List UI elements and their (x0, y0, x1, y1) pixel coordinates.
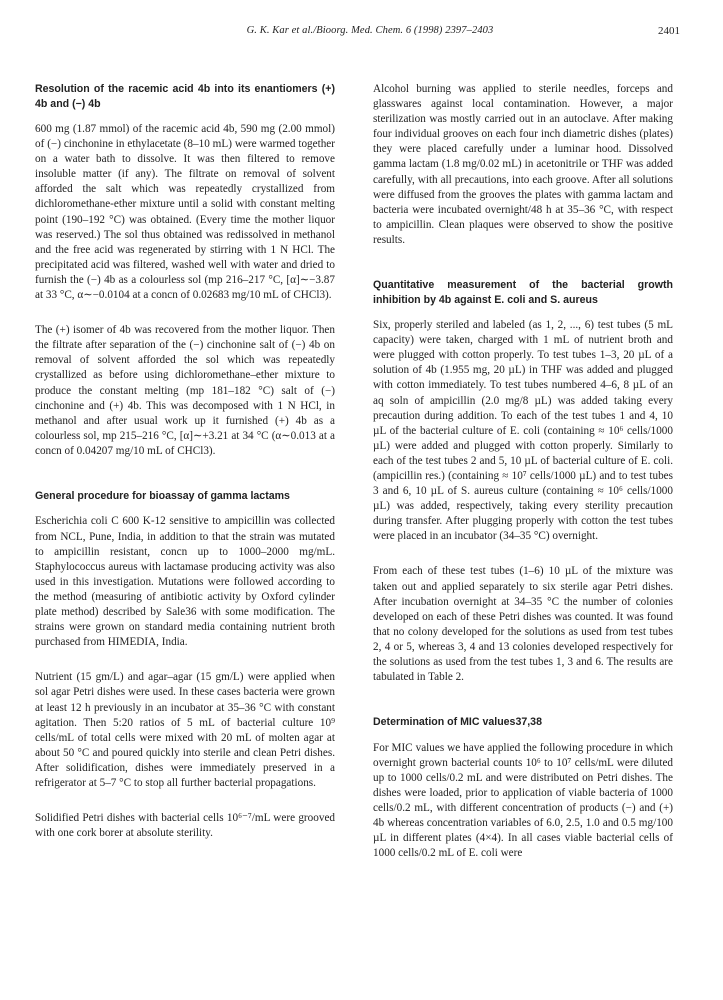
section-heading-quantitative: Quantitative measurement of the bacterial growth inhibition by 4b against E. coli and S. aureus (373, 279, 673, 306)
left-column (35, 82, 335, 861)
paragraph-quantitative-1: Six, properly steriled and labeled (as 1, 2, ..., 6) test tubes (5 mL capacity) were taken, charged with 1 mL of nutrient broth and were plugged with cotton properly. To test tubes 1–3, 20 µL of a solution of 4b (1.955 mg, 20 µL) in THF was added and plugged with cotton immediately. To test tubes numbered 4–6, 8 µL of an aq soln of ampicillin (2.0 mg/8 µL) was added taking every precaution during addition. To each of the test tubes 1 and 4, 10 µL of the bacterial culture of E. coli (containing ≈ 10⁶ cells/1000 µL) were added and plugged with cotton properly. Similarly to each of the test tubes 2 and 5, 10 µL of bacterial culture of E. coli. (ampicillin res.) (containing ≈ 10⁷ cells/1000 µL) and to test tubes 3 and 6, 10 µL of S. aureus culture (containing ≈ 10⁶ cells/1000 µL) was added, respectively, taking every sterility precaution during transfer. After plugging properly with cotton the test tubes were placed in an incubator (34–35 °C) overnight. (373, 319, 673, 543)
paragraph-bioassay-1: Escherichia coli C 600 K-12 sensitive to ampicillin was collected from NCL, Pune, India, in addition to that the strain was mutated to ampicillin resistant, concn up to 1000–2000 mg/mL. Staphylococcus aureus with lactamase producing activity was also used in this investigation. Mutations were followed according to the method (measuring of antibiotic activity by Oxford cylinder plate method) described by Sale36 with some modification. The strains were grown on standard media containing nutrient broth purchased from HIMEDIA, India. (35, 515, 335, 649)
paragraph-mic: For MIC values we have applied the following procedure in which overnight grown bacterial counts 10⁶ to 10⁷ cells/mL were diluted up to 1000 cells/0.2 mL and were distributed on Petri dishes. The dishes were loaded, prior to application of viable bacteria of 1000 cells/0.2 mL, with different concentration of products (−) and (+) 4b whereas concentration variables of 6.0, 2.5, 1.0 and 0.5 mg/100 µL in different plates (4×4). In all cases viable bacterial cells of 1000 cells/0.2 mL of E. coli were (373, 741, 673, 860)
paragraph-bioassay-3: Solidified Petri dishes with bacterial cells 10⁶⁻⁷/mL were grooved with one cork borer at absolute sterility. (35, 812, 335, 840)
section-heading-resolution: Resolution of the racemic acid 4b into its enantiomers (+) 4b and (−) 4b (35, 83, 335, 110)
page-header (60, 25, 680, 43)
paragraph-sterilization: Alcohol burning was applied to sterile needles, forceps and glasswares against local contamination. However, a major sterilization was mostly carried out in an autoclave. After making four individual grooves on each four inch diametric dishes (plates) they were placed carefully under a luminar hood. Dissolved gamma lactam (1.8 mg/0.02 mL) in acetonitrile or THF was added carefully, with all precautions, into each groove. After all solutions were diffused from the grooves the plates with gamma lactam and bacteria were incubated overnight/48 h at 35–36 °C, with respect to ampicillin. Clean plaques were observed to show the positive results. (373, 83, 673, 246)
paragraph-resolution-1: 600 mg (1.87 mmol) of the racemic acid 4b, 590 mg (2.00 mmol) of (−) cinchonine in ethylacetate (8–10 mL) were warmed together on a water bath to dissolve. It was then filtered to remove insoluble matter (if any). The filtrate on removal of solvent afforded the salt which was repeatedly crystallized from dichloromethane-ether mixture until a solid with constant melting point (190–192 °C) was obtained. (Every time the mother liquor was reserved.) The sol thus obtained was redissolved in methanol and the free acid was regenerated by stirring with 1 N HCl. The precipitated acid was filtered, washed well with water and dried to furnish the (−) 4b as a colourless sol (mp 216–217 °C, [α]∼−3.87 at 33 °C, α∼−0.0104 at a concn of 0.02683 mg/10 mL of CHCl3). (35, 123, 335, 302)
paragraph-resolution-2: The (+) isomer of 4b was recovered from the mother liquor. Then the filtrate after separation of the (−) cinchonine salt of (−) 4b on removal of solvent afforded the sol which was repeatedly crystallized as before using dichloromethane–ether mixture to produce the constant melting (mp 181–182 °C) salt of (−) cinchonine and (+) 4b. This was decomposed with 1 N HCl, in methanol and after usual work up it furnished (+) 4b as a colourless sol, mp 215–216 °C, [α]∼+3.21 at 34 °C (α∼0.013 at a concn of 0.04207 mg/10 mL of CHCl3). (35, 324, 335, 457)
running-head: G. K. Kar et al./Bioorg. Med. Chem. 6 (1998) 2397–2403 (246, 25, 494, 36)
right-column (373, 82, 673, 881)
paragraph-quantitative-2: From each of these test tubes (1–6) 10 µL of the mixture was taken out and applied separately to six sterile agar Petri dishes. After incubation overnight at 34–35 °C the number of colonies developed on each of these Petri dishes was counted. It was found that no colony developed for the solutions as used from test tubes 2, 4 or 5, whereas 3, 4 and 13 colonies developed respectively for the solutions as used from the test tubes 1, 3 and 6. The results are tabulated in Table 2. (373, 565, 673, 684)
section-heading-mic: Determination of MIC values37,38 (373, 716, 542, 729)
page-number: 2401 (658, 25, 680, 37)
paragraph-bioassay-2: Nutrient (15 gm/L) and agar–agar (15 gm/L) were applied when sol agar Petri dishes were used. In these cases bacteria were grown at least 12 h previously in an incubator at 35–36 °C with constant agitation. Then 5:20 ratios of 5 mL of bacterial culture 10⁹ cells/mL of total cells were mixed with 20 mL of molten agar at about 50 °C and poured quickly into sterile and clean Petri dishes. After solidification, dishes were immediately preserved in a refrigerator at 5–7 °C to stop all further bacterial propagations. (35, 671, 335, 789)
section-heading-bioassay: General procedure for bioassay of gamma lactams (35, 489, 290, 502)
